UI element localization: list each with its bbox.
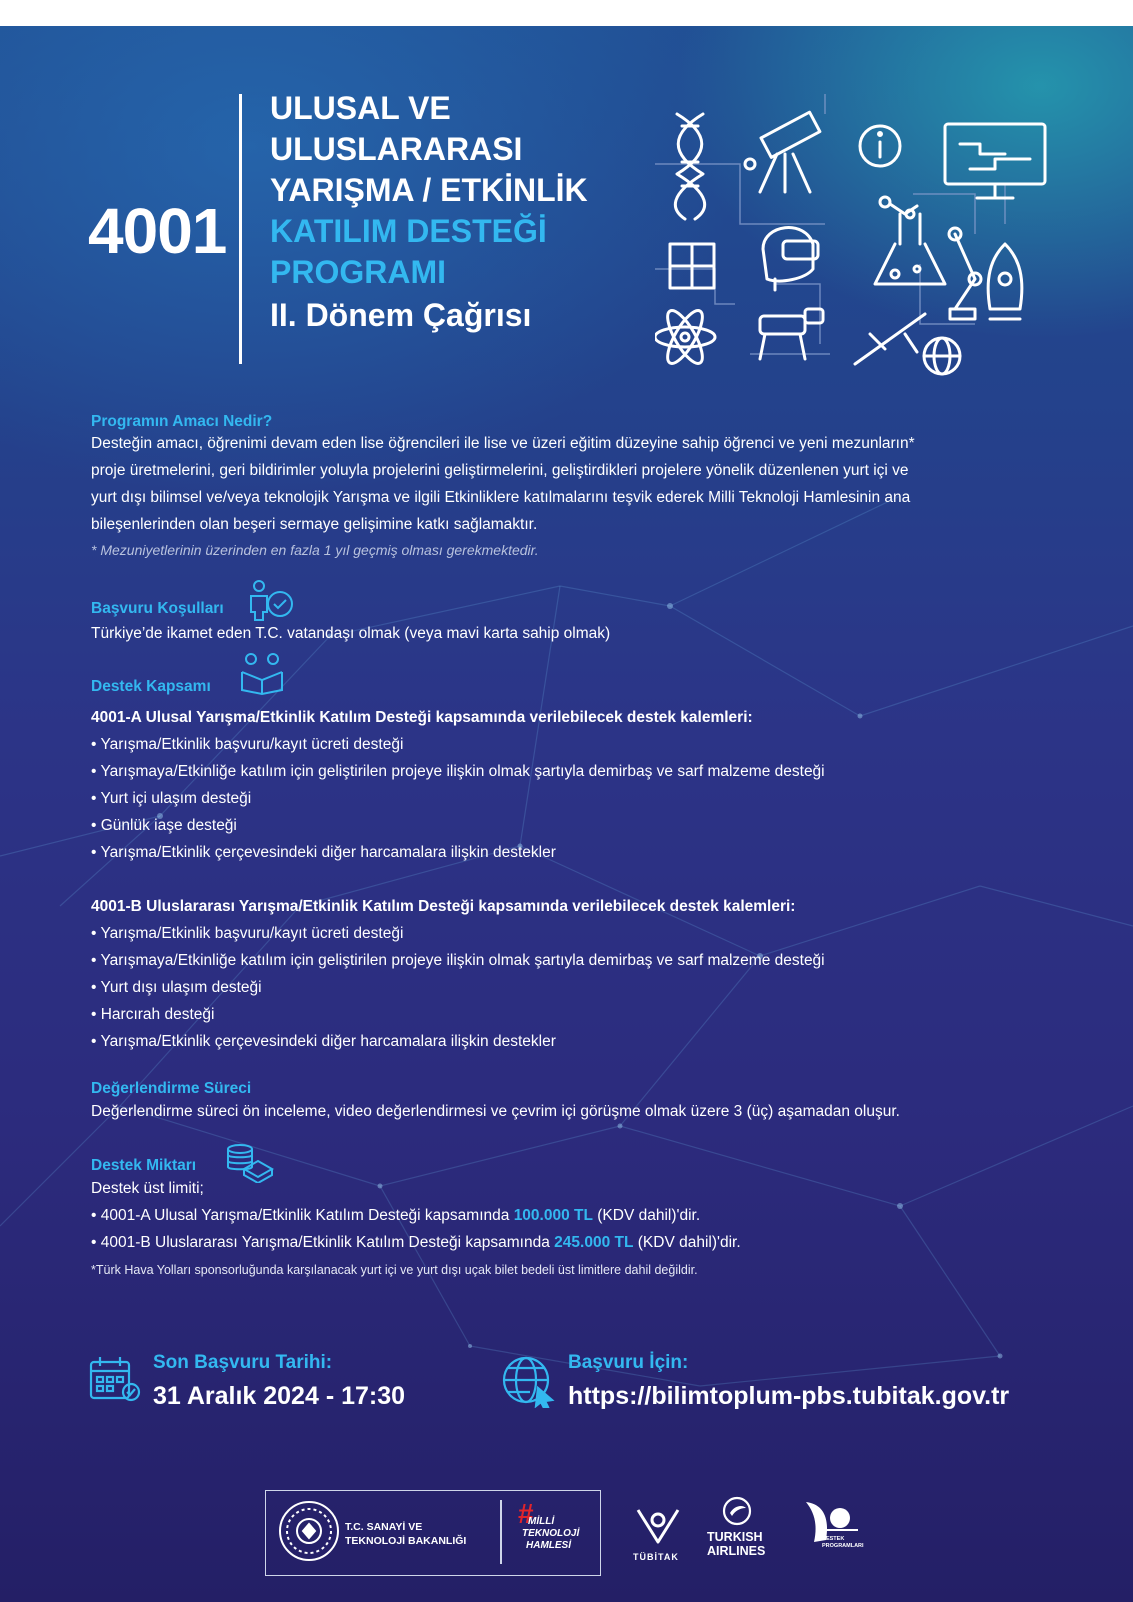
title-line-3: YARIŞMA / ETKİNLİK bbox=[270, 172, 588, 208]
amount-intro: Destek üst limiti; bbox=[91, 1180, 204, 1197]
deadline-label: Son Başvuru Tarihi: bbox=[153, 1352, 333, 1373]
airplane-icon bbox=[855, 314, 925, 364]
robot-dog-icon bbox=[760, 309, 823, 359]
scope-a-item: • Yarışma/Etkinlik çerçevesindeki diğer harcamalara ilişkin destekler bbox=[91, 844, 556, 861]
rocket-icon bbox=[988, 244, 1022, 319]
amount-note: *Türk Hava Yolları sponsorluğunda karşılanacak yurt içi ve yurt dışı uçak bilet bedeli üst limitlere dahil değildir. bbox=[91, 1263, 698, 1277]
scope-a-item: • Yurt içi ulaşım desteği bbox=[91, 790, 252, 807]
evaluation-text: Değerlendirme süreci ön inceleme, video değerlendirmesi ve çevrim içi görüşme olmak üzere 3 (üç) aşamadan oluşur. bbox=[91, 1103, 900, 1120]
circuit-monitor-icon bbox=[945, 124, 1045, 198]
science-icons-illustration bbox=[655, 94, 1055, 384]
mth-line1: MİLLİ bbox=[528, 1516, 555, 1527]
scope-b-item: • Harcırah desteği bbox=[91, 1006, 215, 1023]
coins-stack-icon bbox=[224, 1143, 276, 1183]
ministry-name-line2: TEKNOLOJİ BAKANLIĞI bbox=[345, 1535, 467, 1547]
scope-heading: Destek Kapsamı bbox=[91, 678, 211, 695]
amount-a-prefix: • 4001-A Ulusal Yarışma/Etkinlik Katılım Desteği kapsamında bbox=[91, 1207, 514, 1224]
scope-b-item: • Yarışma/Etkinlik çerçevesindeki diğer harcamalara ilişkin destekler bbox=[91, 1033, 556, 1050]
tubitak-logo-icon bbox=[636, 1506, 680, 1546]
globe-cursor-icon bbox=[500, 1356, 556, 1408]
title-line-5: PROGRAMI bbox=[270, 254, 446, 290]
purpose-heading: Programın Amacı Nedir? bbox=[91, 413, 273, 430]
person-check-icon bbox=[246, 580, 296, 622]
amount-b-value: 245.000 TL bbox=[554, 1234, 634, 1251]
mth-line3: HAMLESİ bbox=[526, 1540, 571, 1551]
turkish-airlines-logo-icon bbox=[722, 1496, 752, 1526]
destek-line2: PROGRAMLARI bbox=[822, 1543, 864, 1549]
robot-arm-icon bbox=[949, 228, 981, 319]
conditions-heading: Başvuru Koşulları bbox=[91, 600, 224, 617]
call-label: II. Dönem Çağrısı bbox=[270, 297, 532, 333]
airline-line2: AIRLINES bbox=[707, 1544, 766, 1558]
scope-b-title: 4001-B Uluslararası Yarışma/Etkinlik Katılım Desteği kapsamında verilebilecek destek kalemleri: bbox=[91, 898, 796, 915]
info-icon bbox=[860, 126, 900, 166]
title-divider bbox=[239, 94, 242, 364]
title-line-2: ULUSLARARASI bbox=[270, 131, 523, 167]
hashtag-icon: # bbox=[518, 1498, 534, 1529]
amount-a-suffix: (KDV dahil)'dir. bbox=[592, 1207, 701, 1224]
evaluation-heading: Değerlendirme Süreci bbox=[91, 1080, 252, 1097]
globe-icon bbox=[924, 338, 960, 374]
scope-a-item: • Yarışmaya/Etkinliğe katılım için geliştirilen projeye ilişkin olmak şartıyla demirbaş ve sarf malzeme desteği bbox=[91, 763, 825, 780]
amount-b-line bbox=[91, 1229, 741, 1256]
amount-heading: Destek Miktarı bbox=[91, 1157, 197, 1174]
purpose-line-1: Desteğin amacı, öğrenimi devam eden lise öğrencileri ile lise ve üzeri eğitim düzeyine sahip öğrenci ve yeni mezunların* bbox=[91, 435, 915, 452]
apply-url[interactable]: https://bilimtoplum-pbs.tubitak.gov.tr bbox=[568, 1382, 1010, 1410]
purpose-line-3: yurt dışı bilimsel ve/veya teknolojik Yarışma ve ilgili Etkinliklere katılmalarını teşvik ederek Milli Teknoloji Hamlesinin ana bbox=[91, 489, 911, 506]
scope-b-item: • Yurt dışı ulaşım desteği bbox=[91, 979, 262, 996]
apply-label: Başvuru İçin: bbox=[568, 1352, 689, 1373]
scope-a-item: • Günlük iaşe desteği bbox=[91, 817, 237, 834]
scope-a-title: 4001-A Ulusal Yarışma/Etkinlik Katılım Desteği kapsamında verilebilecek destek kalemleri: bbox=[91, 709, 753, 726]
title-line-4: KATILIM DESTEĞİ bbox=[270, 213, 547, 249]
calendar-icon bbox=[89, 1356, 145, 1406]
scope-a-item: • Yarışma/Etkinlik başvuru/kayıt ücreti desteği bbox=[91, 736, 404, 753]
telescope-icon bbox=[745, 112, 820, 192]
ministry-emblem-icon bbox=[278, 1500, 340, 1562]
dna-icon bbox=[675, 114, 704, 219]
atom-icon bbox=[655, 306, 715, 368]
molecule-flask-icon bbox=[875, 197, 945, 284]
scope-b-item: • Yarışma/Etkinlik başvuru/kayıt ücreti desteği bbox=[91, 925, 404, 942]
purpose-line-4: bileşenlerinden olan beşeri sermaye gelişimine katkı sağlamaktır. bbox=[91, 516, 538, 533]
amount-a-value: 100.000 TL bbox=[513, 1207, 593, 1224]
destek-line1: DESTEK bbox=[822, 1536, 845, 1542]
deadline-value: 31 Aralık 2024 - 17:30 bbox=[153, 1382, 406, 1410]
mth-line2: TEKNOLOJİ bbox=[522, 1528, 580, 1539]
purpose-note: * Mezuniyetlerinin üzerinden en fazla 1 yıl geçmiş olması gerekmektedir. bbox=[91, 542, 539, 558]
amount-b-suffix: (KDV dahil)'dir. bbox=[633, 1234, 741, 1251]
poster bbox=[0, 26, 1133, 1602]
amount-b-prefix: • 4001-B Uluslararası Yarışma/Etkinlik Katılım Desteği kapsamında bbox=[91, 1234, 555, 1251]
amount-a-line bbox=[91, 1202, 700, 1229]
program-code: 4001 bbox=[88, 195, 227, 267]
title-line-1: ULUSAL VE bbox=[270, 90, 451, 126]
people-book-icon bbox=[236, 652, 288, 696]
tubitak-name: TÜBİTAK bbox=[633, 1552, 679, 1562]
ministry-name-line1: T.C. SANAYİ VE bbox=[345, 1521, 423, 1533]
scope-b-item: • Yarışmaya/Etkinliğe katılım için geliştirilen projeye ilişkin olmak şartıyla demirbaş ve sarf malzeme desteği bbox=[91, 952, 825, 969]
puzzle-icon bbox=[670, 244, 714, 288]
purpose-line-2: proje üretmelerini, geri bildirimler yoluyla projelerini geliştirmelerini, geliştirdikleri projelere yönelik düzenlenen yurt içi ve bbox=[91, 462, 909, 479]
conditions-text: Türkiye’de ikamet eden T.C. vatandaşı olmak (veya mavi karta sahip olmak) bbox=[91, 625, 611, 642]
airline-line1: TURKISH bbox=[707, 1530, 763, 1544]
logo-divider bbox=[500, 1500, 502, 1564]
vr-headset-icon bbox=[763, 228, 818, 290]
